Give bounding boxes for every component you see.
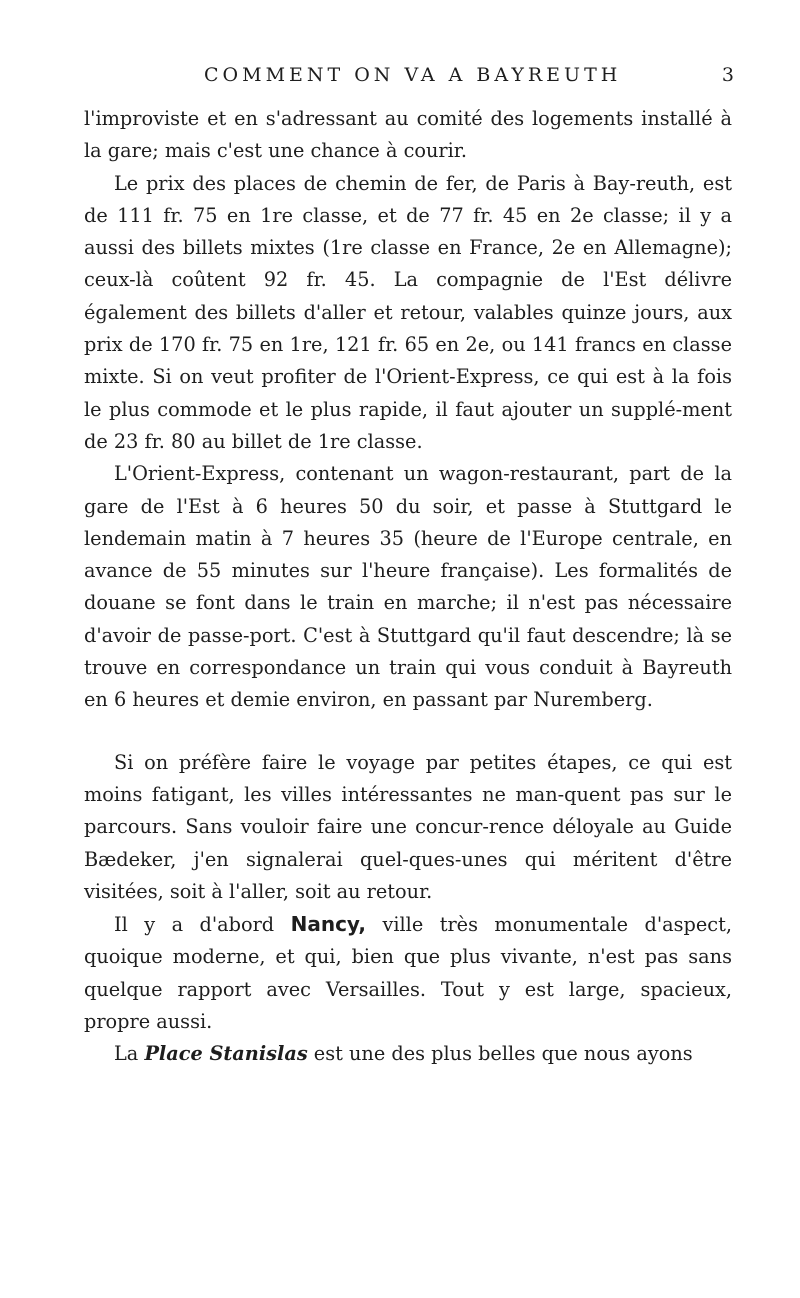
nancy-text: ville très monumentale d'aspect, quoique moderne, et qui, bien que plus vivante, n'est pas sans quelque rapport avec Versailles. Tout y est large, spacieux, propre aussi. <box>84 913 732 1034</box>
paragraph-nancy <box>84 908 732 1038</box>
paragraph-prices: Le prix des places de chemin de fer, de Paris à Bay-reuth, est de 111 fr. 75 en 1re classe, et de 77 fr. 45 en 2e classe; il y a aussi des billets mixtes (1re classe en France, 2e en Allemagne); ceux-là coûtent 92 fr. 45. La compagnie de l'Est délivre également des billets d'aller et retour, valables quinze jours, aux prix de 170 fr. 75 en 1re, 121 fr. 65 en 2e, ou 141 francs en classe mixte. Si on veut profiter de l'Orient-Express, ce qui est à la fois le plus commode et le plus rapide, il faut ajouter un supplé-ment de 23 fr. 80 au billet de 1re classe. <box>84 171 732 453</box>
place-name: Place Stanislas <box>144 1042 308 1066</box>
place-lead: La <box>114 1042 145 1066</box>
paragraph-stages: Si on préfère faire le voyage par petites étapes, ce qui est moins fatigant, les villes intéressantes ne man-quent pas sur le parcours. Sans vouloir faire une concur-rence déloyale au Guide Bædeker, j'en signalerai quel-ques-unes qui méritent d'être visitées, soit à l'aller, soit au retour. <box>84 750 732 903</box>
page-number: 3 <box>721 64 734 86</box>
paragraph-place-stanislas <box>84 1038 732 1070</box>
page-body <box>84 103 732 1071</box>
paragraph-continuation: l'improviste et en s'adressant au comité des logements installé à la gare; mais c'est une chance à courir. <box>84 107 732 163</box>
running-title: COMMENT ON VA A BAYREUTH <box>204 64 622 86</box>
nancy-lead: Il y a d'abord <box>114 913 291 937</box>
paragraph-orient-express: L'Orient-Express, contenant un wagon-restaurant, part de la gare de l'Est à 6 heures 50 du soir, et passe à Stuttgard le lendemain matin à 7 heures 35 (heure de l'Europe centrale, en avance de 55 minutes sur l'heure française). Les formalités de douane se font dans le train en marche; il n'est pas nécessaire d'avoir de passe-port. C'est à Stuttgard qu'il faut descendre; là se trouve en correspondance un train qui vous conduit à Bayreuth en 6 heures et demie environ, en passant par Nuremberg. <box>84 462 732 712</box>
place-text: est une des plus belles que nous ayons <box>307 1042 693 1066</box>
running-header <box>84 64 734 94</box>
city-name-nancy: Nancy, <box>290 912 367 937</box>
